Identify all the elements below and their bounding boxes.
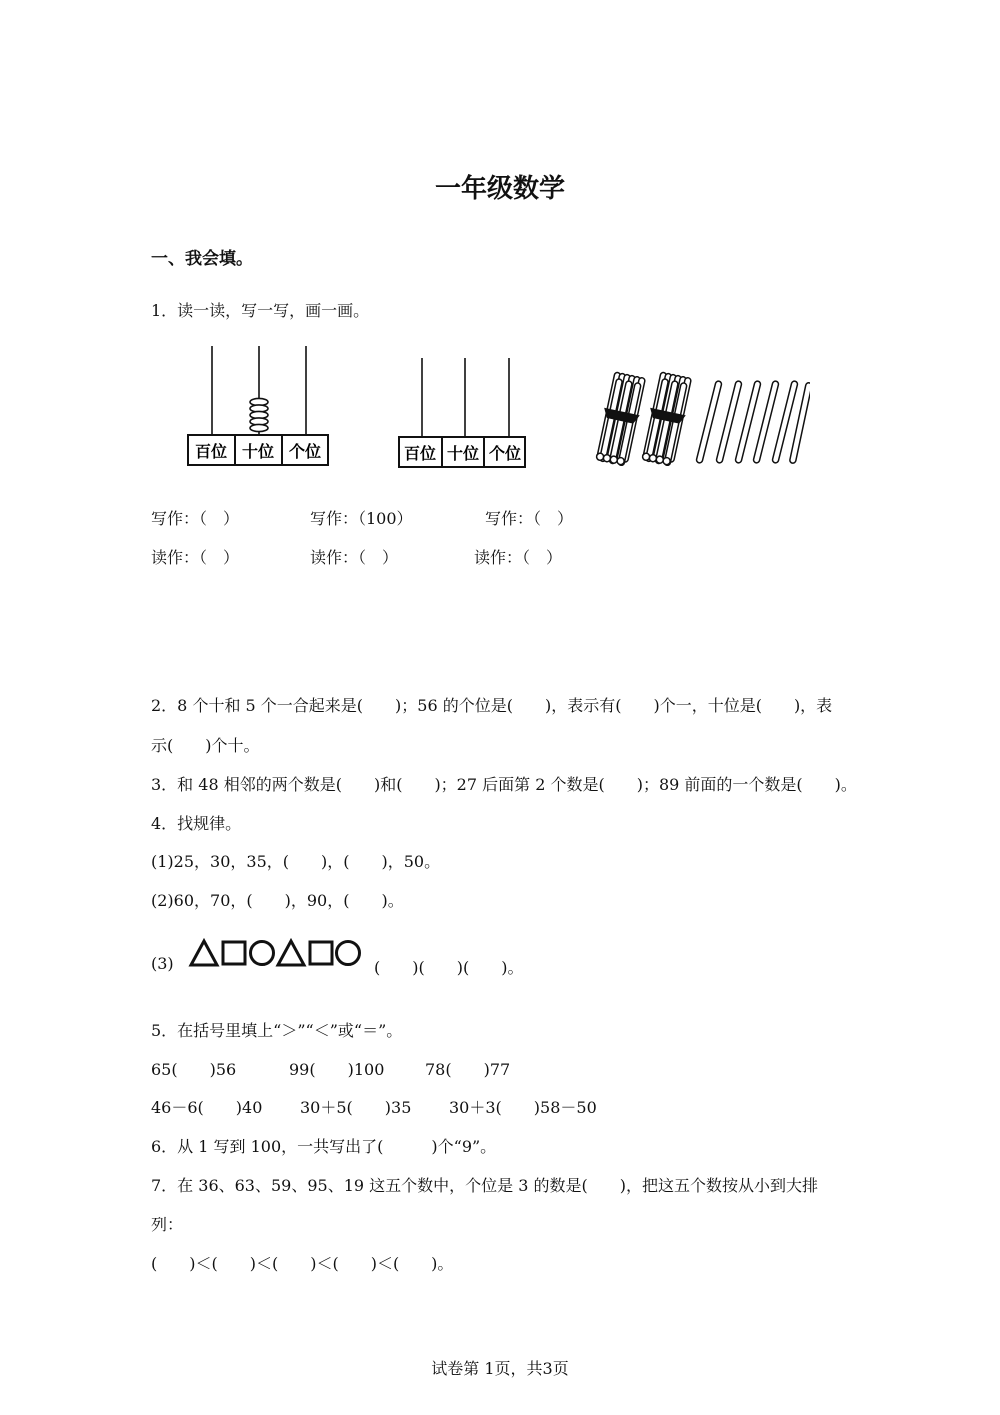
write-answer-a: 写作：（ ） <box>151 509 240 528</box>
compare-item: 30＋5( )35 <box>300 1098 412 1117</box>
shape-pattern <box>188 936 363 970</box>
loose-sticks <box>696 381 810 464</box>
question-1-prompt: 1．读一读，写一写，画一画。 <box>151 301 370 320</box>
write-answer-c: 写作：（ ） <box>485 509 574 528</box>
page-title: 一年级数学 <box>434 174 565 204</box>
section-heading: 一、我会填。 <box>151 249 253 269</box>
square-shape <box>310 942 332 964</box>
read-answer-c: 读作：（ ） <box>474 548 563 567</box>
circle-shape <box>337 942 360 965</box>
counting-sticks-figure <box>590 368 810 468</box>
abacus-a-label-hundreds: 百位 <box>194 442 228 461</box>
question-7-line-3: ( )＜( )＜( )＜( )＜( )。 <box>151 1254 454 1273</box>
compare-item: 78( )77 <box>425 1060 511 1079</box>
question-6: 6．从 1 写到 100，一共写出了( )个“9”。 <box>151 1137 497 1156</box>
compare-item: 65( )56 <box>151 1060 237 1079</box>
circle-shape <box>251 942 274 965</box>
abacus-b-label-ones: 个位 <box>488 444 522 463</box>
question-7-line-1: 7．在 36、63、59、95、19 这五个数中，个位是 3 的数是( )，把这五个数按从小到大排 <box>151 1176 818 1195</box>
question-4-part-2: (2)60，70，( )，90，( )。 <box>151 891 404 910</box>
write-answer-b: 写作：（100） <box>310 509 413 528</box>
question-4-part-1: (1)25，30，35，( )，( )，50。 <box>151 852 441 871</box>
abacus-a-label-ones: 个位 <box>288 442 322 461</box>
question-2-line-1: 2．8 个十和 5 个一合起来是( )；56 的个位是( )，表示有( )个一，十位是( )，表 <box>151 696 833 715</box>
square-shape <box>223 942 245 964</box>
abacus-b-label-tens: 十位 <box>446 444 480 463</box>
triangle-shape <box>191 941 217 965</box>
compare-item: 30＋3( )58－50 <box>449 1098 597 1117</box>
read-answer-a: 读作：（ ） <box>151 548 240 567</box>
triangle-shape <box>278 941 304 965</box>
compare-item: 46－6( )40 <box>151 1098 263 1117</box>
question-2-line-2: 示( )个十。 <box>151 736 260 755</box>
question-4-prompt: 4．找规律。 <box>151 814 242 833</box>
stick-bundle <box>640 372 692 467</box>
compare-item: 99( )100 <box>289 1060 385 1079</box>
question-4-part-3-blanks: ( )( )( )。 <box>374 958 524 977</box>
question-5-prompt: 5．在括号里填上“＞”“＜”或“＝”。 <box>151 1021 403 1040</box>
abacus-a-label-tens: 十位 <box>241 442 275 461</box>
read-answer-b: 读作：（ ） <box>310 548 399 567</box>
question-4-part-3-label: (3) <box>151 954 174 973</box>
abacus-b-label-hundreds: 百位 <box>403 444 437 463</box>
question-3: 3．和 48 相邻的两个数是( )和( )；27 后面第 2 个数是( )；89 前面的一个数是( )。 <box>151 775 857 794</box>
page-footer: 试卷第 1页，共3页 <box>431 1359 569 1378</box>
abacus-figure-b <box>390 350 540 475</box>
question-7-line-2: 列： <box>151 1215 184 1234</box>
stick-bundle <box>594 372 646 467</box>
abacus-figure-a <box>180 340 340 470</box>
